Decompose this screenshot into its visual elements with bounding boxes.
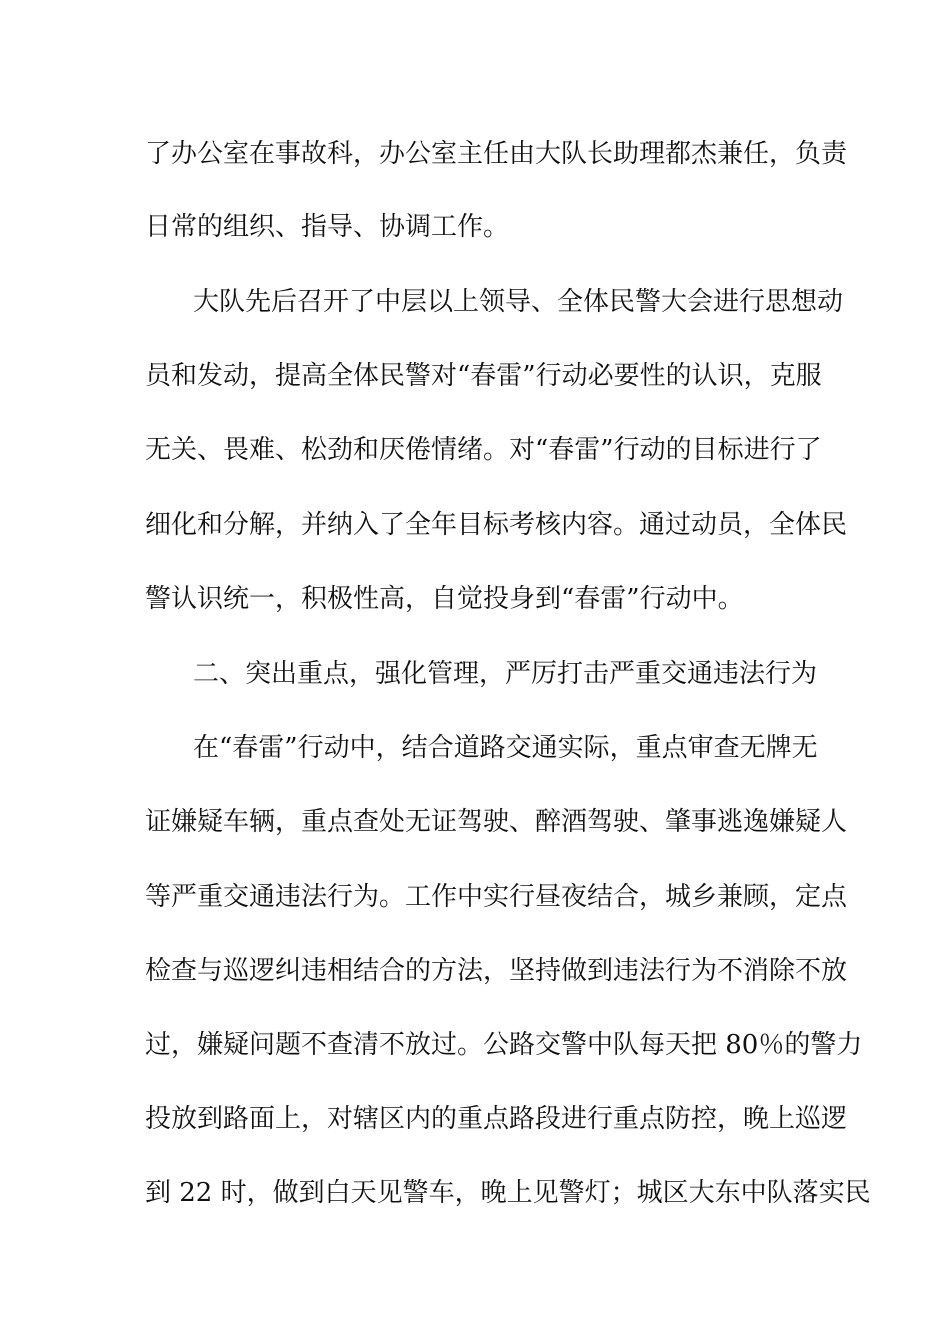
- text-line: 投放到路面上，对辖区内的重点路段进行重点防控，晚上巡逻: [145, 1104, 848, 1134]
- text-line: 无关、畏难、松劲和厌倦情绪。对“春雷”行动的目标进行了: [145, 435, 822, 465]
- text-line: 等严重交通违法行为。工作中实行昼夜结合，城乡兼顾，定点: [145, 882, 848, 912]
- section-heading: 二、突出重点，强化管理，严厉打击严重交通违法行为: [193, 659, 818, 689]
- text-line: 检查与巡逻纠违相结合的方法，坚持做到违法行为不消除不放: [145, 956, 848, 986]
- text-line: 员和发动，提高全体民警对“春雷”行动必要性的认识，克服: [145, 361, 822, 391]
- text-line: 警认识统一，积极性高，自觉投身到“春雷”行动中。: [145, 584, 744, 614]
- text-line: 证嫌疑车辆，重点查处无证驾驶、醉酒驾驶、肇事逃逸嫌疑人: [145, 807, 848, 837]
- text-line: 了办公室在事故科，办公室主任由大队长助理都杰兼任，负责: [145, 139, 848, 169]
- text-line: 到 22 时，做到白天见警车，晚上见警灯；城区大东中队落实民: [145, 1178, 871, 1208]
- paragraph-start-line: 大队先后召开了中层以上领导、全体民警大会进行思想动: [193, 287, 844, 317]
- text-line: 细化和分解，并纳入了全年目标考核内容。通过动员，全体民: [145, 510, 848, 540]
- text-line: 过，嫌疑问题不查清不放过。公路交警中队每天把 80％的警力: [145, 1030, 863, 1060]
- paragraph-start-line: 在“春雷”行动中，结合道路交通实际，重点审查无牌无: [193, 733, 818, 763]
- text-line: 日常的组织、指导、协调工作。: [145, 212, 510, 242]
